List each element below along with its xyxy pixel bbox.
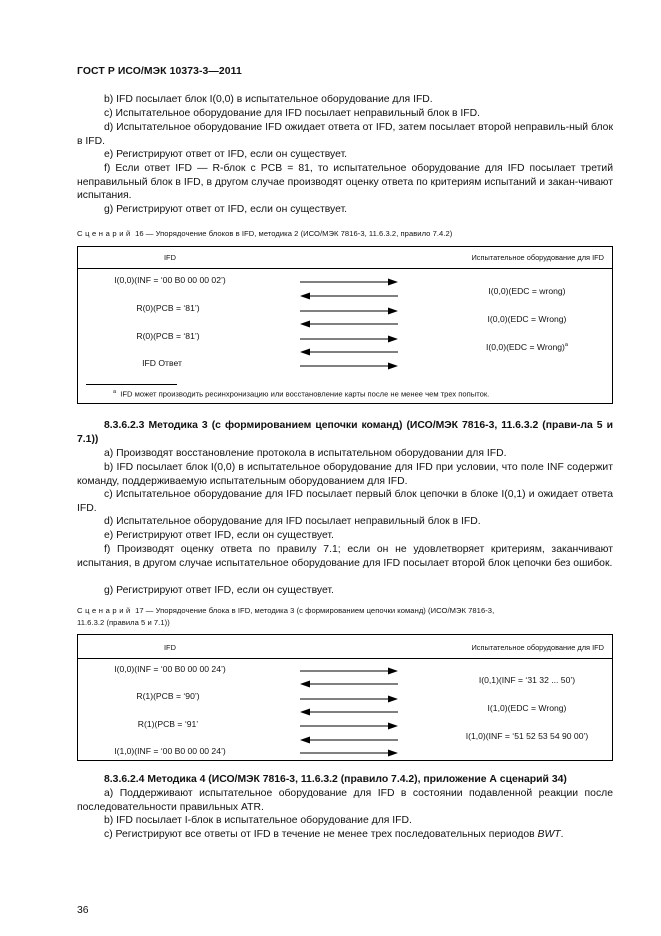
page-number: 36 xyxy=(77,905,89,916)
column-header-equipment: Испытательное оборудование для IFD xyxy=(471,253,604,262)
table-row: I(0,0)(EDC = Wrong) xyxy=(487,314,567,324)
list-item: g) Регистрируют ответ от IFD, если он существует. xyxy=(104,204,348,215)
list-item: b) IFD посылает I-блок в испытательное оборудование для IFD. xyxy=(104,815,412,826)
table-row: I(1,0)(EDC = Wrong) xyxy=(487,703,567,713)
column-header-ifd: IFD xyxy=(164,643,176,652)
scenario-16-caption: Сценарий 16 — Упорядочение блоков в IFD, методика 2 (ИСО/МЭК 7816-3, 11.6.3.2, правило 7.4.2) xyxy=(77,229,453,238)
arrow-right-icon xyxy=(300,334,398,344)
table-row: IFD Ответ xyxy=(142,358,182,368)
arrow-right-icon xyxy=(300,748,398,758)
table-footnote: $^a$ IFD может производить ресинхронизацию или восстановление карты после не менее чем трех попыток. xyxy=(113,389,490,399)
arrow-right-icon xyxy=(300,306,398,316)
table-header xyxy=(78,247,612,269)
table-row: R(0)(PCB = ‘81’) xyxy=(136,331,200,341)
table-row: R(0)(PCB = ‘81’) xyxy=(136,303,200,313)
list-item: c) Испытательное оборудование для IFD посылает неправильный блок в IFD. xyxy=(104,108,481,119)
arrow-left-icon xyxy=(300,735,398,745)
arrow-right-icon xyxy=(300,694,398,704)
table-row: R(1)(PCB = ‘91’ xyxy=(137,719,199,729)
arrow-left-icon xyxy=(300,319,398,329)
list-item: a) Производят восстановление протокола в испытательном оборудовании для IFD. xyxy=(104,448,507,459)
list-item: b) IFD посылает блок I(0,0) в испытательное оборудование для IFD при условии, что поле INF содержит команду, поддерживаемую испытательным оборудованием для IFD. xyxy=(77,462,613,487)
arrow-left-icon xyxy=(300,347,398,357)
list-item: b) IFD посылает блок I(0,0) в испытательное оборудование для IFD. xyxy=(104,94,433,105)
table-row: I(1,0)(INF = ‘00 B0 00 00 24’) xyxy=(114,746,226,756)
list-item: g) Регистрируют ответ IFD, если он существует. xyxy=(104,585,334,596)
arrow-right-icon xyxy=(300,361,398,371)
scenario-17-table xyxy=(77,634,613,761)
column-header-equipment: Испытательное оборудование для IFD xyxy=(471,643,604,652)
arrow-left-icon xyxy=(300,291,398,301)
list-item: d) Испытательное оборудование для IFD посылает неправильный блок в IFD. xyxy=(104,516,481,527)
scenario-16-table xyxy=(77,246,613,404)
table-row: I(0,1)(INF = ‘31 32 ... 50’) xyxy=(478,675,576,685)
arrow-right-icon xyxy=(300,666,398,676)
list-item: f) Если ответ IFD — R-блок с PCB = 81, то испытательное оборудование для IFD посылает третий неправильный блок в IFD, в другом случае производят оценку ответа по критериям испытаний и закан-чивают испытания. xyxy=(77,163,613,202)
list-item: f) Производят оценку ответа по правилу 7.1; если он не удовлетворяет критериям, заканчивают испытания, в другом случае испытательное оборудование для IFD посылает второй блок цепочки без ошибок. xyxy=(77,544,613,569)
list-item: c) Регистрируют все ответы от IFD в течение не менее трех последовательных периодов BWT. xyxy=(104,829,564,840)
list-item: e) Регистрируют ответ от IFD, если он существует. xyxy=(104,149,348,160)
arrow-left-icon xyxy=(300,679,398,689)
table-row: I(0,0)(EDC = wrong) xyxy=(488,286,566,296)
arrow-left-icon xyxy=(300,707,398,717)
table-row: I(0,0)(INF = ‘00 B0 00 00 24’) xyxy=(114,664,226,674)
column-header-ifd: IFD xyxy=(164,253,176,262)
section-heading: 8.3.6.2.3 Методика 3 (с формированием цепочки команд) (ИСО/МЭК 7816-3, 11.6.3.2 (прави-ла 5 и 7.1)) xyxy=(77,420,613,445)
list-item: a) Поддерживают испытательное оборудование для IFD в состоянии подавленной реакции после последовательности правильных ATR. xyxy=(77,788,613,813)
table-row: I(0,0)(INF = ‘00 B0 00 00 02’) xyxy=(114,275,226,285)
table-row: I(1,0)(INF = ‘51 52 53 54 90 00’) xyxy=(465,731,589,741)
page-header: ГОСТ Р ИСО/МЭК 10373-3—2011 xyxy=(77,66,242,77)
footnote-divider xyxy=(86,384,177,385)
arrow-right-icon xyxy=(300,721,398,731)
section-heading: 8.3.6.2.4 Методика 4 (ИСО/МЭК 7816-3, 11.6.3.2 (правило 7.4.2), приложение А сценарий 34) xyxy=(104,774,567,785)
arrow-right-icon xyxy=(300,277,398,287)
list-item: e) Регистрируют ответ IFD, если он существует. xyxy=(104,530,334,541)
table-row: R(1)(PCB = ‘90’) xyxy=(136,691,200,701)
scenario-17-caption: Сценарий 17 — Упорядочение блока в IFD, методика 3 (с формированием цепочки команд) (ИСО/МЭК 7816-3, 11.6.3.2 (правила 5 и 7.1)) xyxy=(77,606,495,627)
list-item: d) Испытательное оборудование IFD ожидает ответа от IFD, затем посылает второй неправиль-ный блок в IFD. xyxy=(77,122,613,147)
table-header xyxy=(78,635,612,659)
table-row: I(0,0)(EDC = Wrong)$^a$ xyxy=(486,342,568,352)
list-item: c) Испытательное оборудование для IFD посылает первый блок цепочки в блоке I(0,1) и ожидает ответа IFD. xyxy=(77,489,613,514)
